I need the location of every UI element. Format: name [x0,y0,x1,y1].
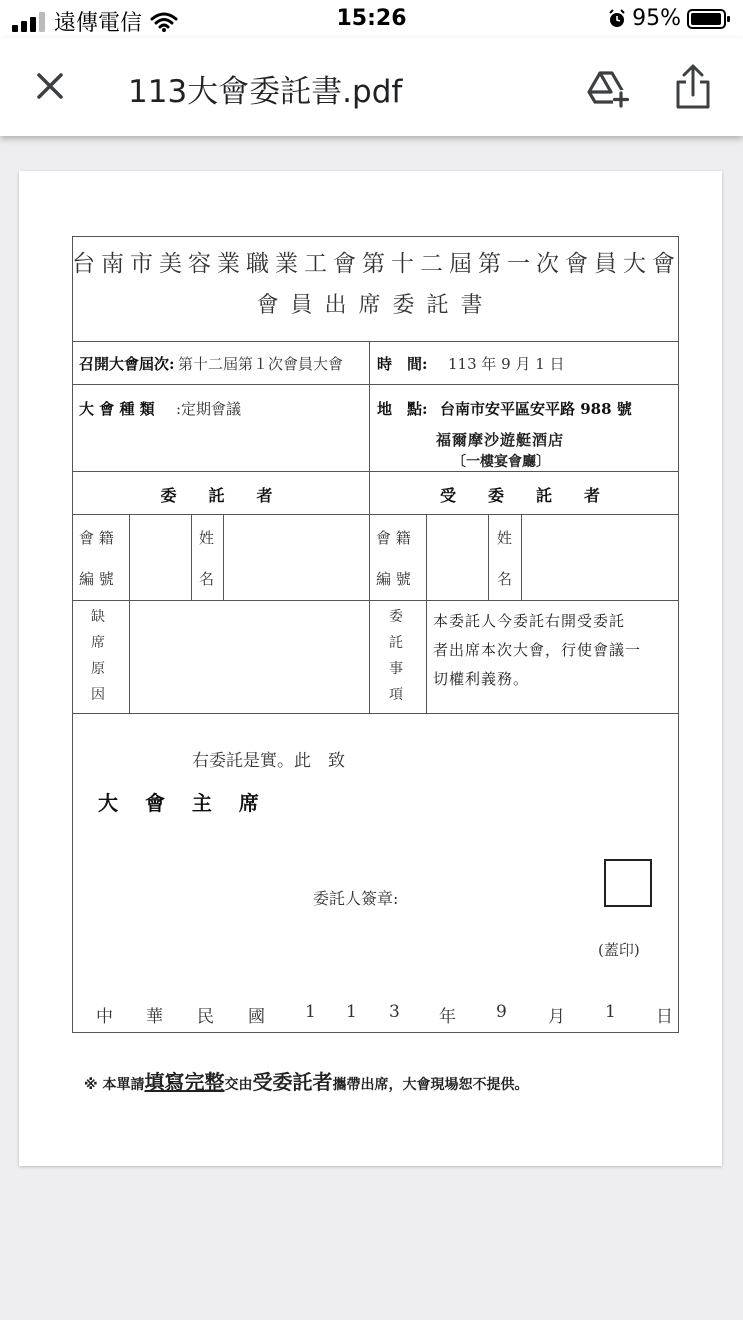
form-divider [72,514,679,515]
delegator-header: 委 託 者 [160,486,281,505]
form-divider [129,600,130,713]
form-divider [223,514,224,600]
footnote-text: 攜帶出席，大會現場恕不提供。 [332,1077,529,1093]
form-divider [72,713,679,714]
delegatee-header: 受 委 託 者 [439,486,608,505]
clock: 15:26 [336,6,407,31]
footnote-emphasis: 受委託者 [252,1070,333,1094]
date-char: 1 [305,1002,316,1022]
form-divider [369,341,370,713]
form-divider [488,514,489,600]
carrier-name: 遠傳電信 [54,11,143,36]
name-label: 名 [199,570,215,588]
type-value: :定期會議 [176,400,242,418]
alarm-icon [608,9,626,29]
date-char: 3 [389,1002,400,1022]
date-char: 中 [96,1007,113,1027]
footnote-text: 交由 [224,1077,253,1093]
document-title: 113大會委託書.pdf [128,74,403,110]
chairman-label: 大 會 主 席 [98,791,269,815]
entrust-text: 切權利義務。 [433,670,530,688]
form-divider [521,514,522,600]
place-hotel: 福爾摩沙遊艇酒店 [436,431,565,449]
wifi-icon [150,12,178,32]
entrust-matter-label: 委託事項 [389,609,403,703]
place-label: 地 點: [377,400,428,418]
form-divider [72,471,679,472]
entrust-text: 本委託人今委託右開受委託 [433,612,626,630]
form-subtitle: 會員出席委託書 [256,293,495,318]
form-title: 台南市美容業職業工會第十二屆第一次會員大會 [72,251,681,277]
form-divider [191,514,192,600]
signature-label: 委託人簽章: [313,889,399,908]
place-room: 〔一樓宴會廳〕 [452,454,550,470]
date-char: 9 [496,1002,507,1022]
form-divider [72,600,679,601]
place-value: 台南市安平區安平路 988 號 [440,400,632,418]
form-divider [72,341,679,342]
member-no-label: 編 號 [376,570,411,588]
signal-icon [12,12,46,32]
session-label: 召開大會屆次: [79,355,175,373]
member-no-label: 會 籍 [79,529,114,547]
entrust-text: 者出席本次大會，行使會議一 [433,641,642,659]
status-bar [0,0,743,38]
seal-label: (蓋印) [598,941,640,959]
date-char: 1 [605,1002,616,1022]
member-no-label: 編 號 [79,570,114,588]
member-no-label: 會 籍 [376,529,411,547]
date-char: 1 [346,1002,357,1022]
battery-icon [687,8,731,30]
absence-reason-label: 缺席原因 [91,609,105,703]
form-divider [426,514,427,600]
name-label: 姓 [497,529,513,547]
form-divider [129,514,130,600]
footnote-emphasis: 填寫完整 [144,1070,225,1094]
form-divider [426,600,427,713]
close-icon[interactable] [30,66,70,106]
form-divider [72,384,679,385]
closing-text: 右委託是實。此 致 [192,751,345,771]
app-bar [0,38,743,136]
time-label: 時 間: [377,355,428,373]
date-char: 國 [248,1007,265,1027]
add-to-drive-icon[interactable] [585,66,629,110]
date-char: 年 [439,1007,456,1027]
date-char: 日 [656,1007,673,1027]
footnote-text: ※ 本單請 [84,1077,145,1093]
name-label: 名 [497,570,513,588]
battery-percent: 95% [632,6,681,31]
date-char: 華 [146,1007,163,1027]
time-value: 113 年 9 月 1 日 [448,355,565,373]
type-label: 大 會 種 類 [79,400,155,418]
date-char: 月 [548,1007,565,1027]
date-char: 民 [197,1007,214,1027]
seal-box [604,859,652,907]
share-icon[interactable] [672,64,714,110]
session-value: 第十二屆第１次會員大會 [178,355,344,373]
name-label: 姓 [199,529,215,547]
footnote [84,1066,528,1095]
